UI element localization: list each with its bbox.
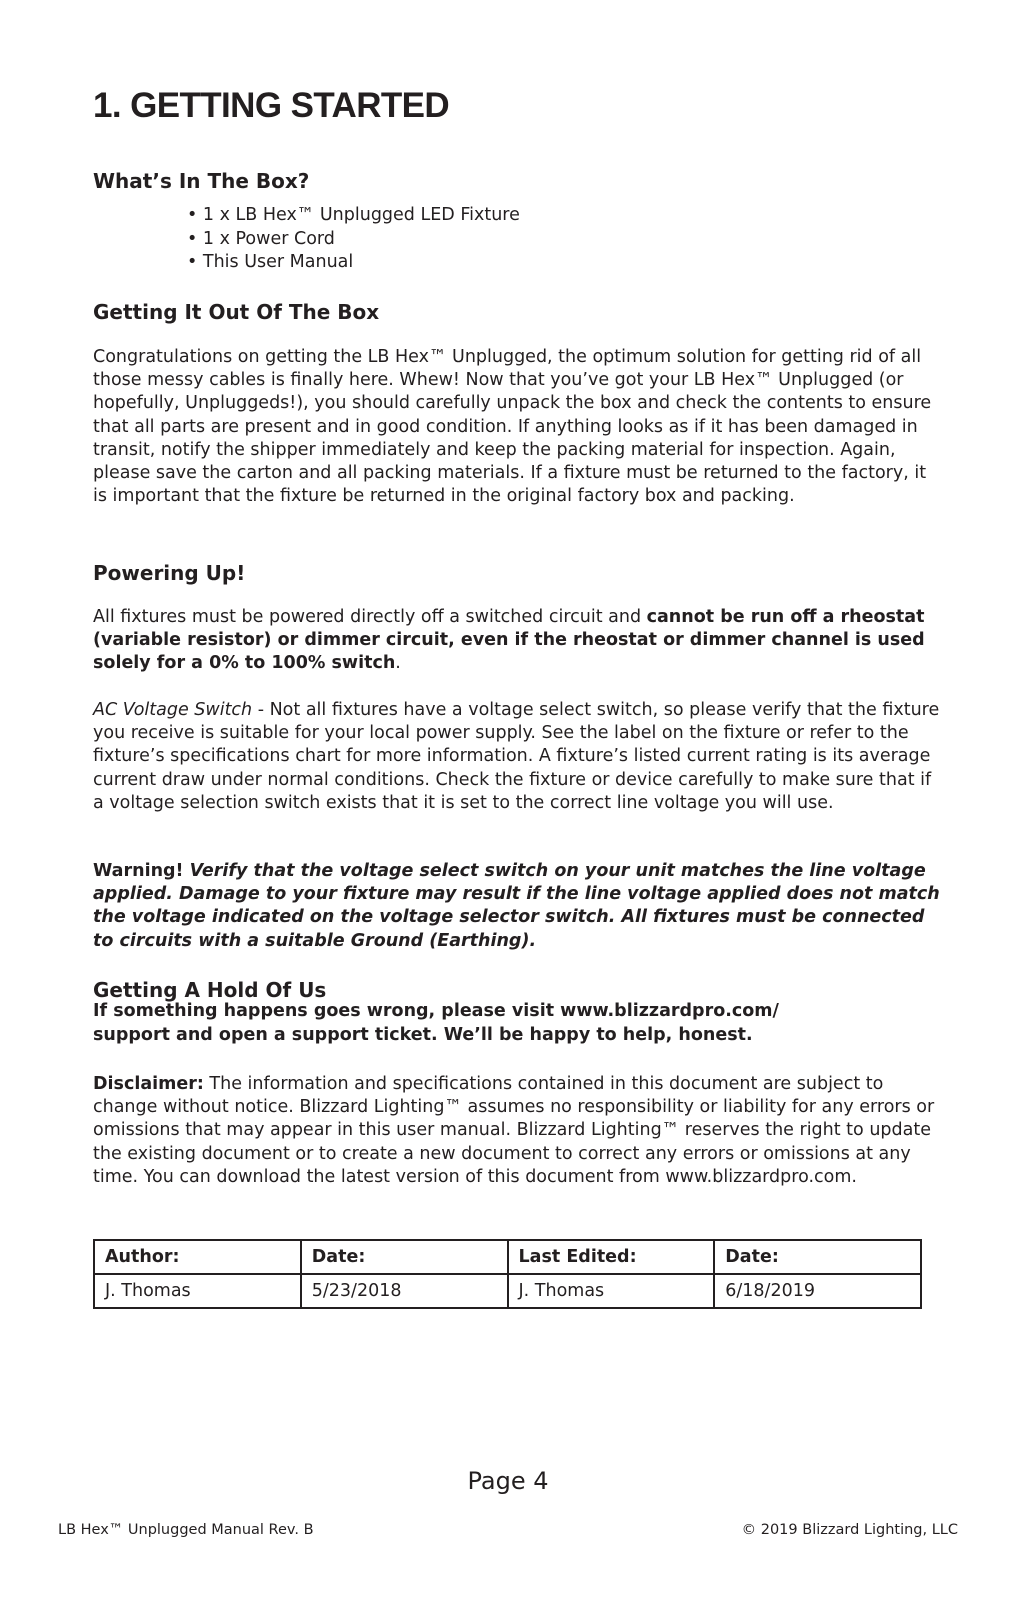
power-text: All fixtures must be powered directly off a switched circuit and <box>93 607 647 627</box>
power-paragraph <box>93 606 943 676</box>
table-header-cell: Date: <box>301 1240 508 1274</box>
footer-manual-title: LB Hex™ Unplugged Manual Rev. B <box>58 1522 314 1538</box>
warning-label: Warning! <box>93 861 184 881</box>
ac-voltage-label: AC Voltage Switch <box>93 700 253 720</box>
power-text-end: . <box>395 653 401 674</box>
box-contents-list <box>187 204 520 275</box>
support-line-2: support and open a support ticket. We’ll be happy to help, honest. <box>93 1024 753 1045</box>
box-contents-heading: What’s In The Box? <box>93 169 310 193</box>
table-cell: J. Thomas <box>508 1274 715 1308</box>
ac-voltage-paragraph <box>93 699 943 815</box>
support-line-1: If something happens goes wrong, please visit www.blizzardpro.com/ <box>93 1001 779 1021</box>
unpack-paragraph: Congratulations on getting the LB Hex™ Unplugged, the optimum solution for getting rid of all those messy cables is finally here. Whew! Now that you’ve got your LB Hex™ Unplugged (or hopefully, Unpluggeds!), you should carefully unpack the box and check the contents to ensure that all parts are present and in good condition. If anything looks as if it has been damaged in transit, notify the shipper immediately and keep the packing material for inspection. Again, please save the carton and all packing materials. If a fixture must be returned to the factory, it is important that the fixture be returned in the original factory box and packing. <box>93 347 932 507</box>
revision-table <box>93 1239 922 1309</box>
table-cell: 6/18/2019 <box>714 1274 921 1308</box>
table-cell: J. Thomas <box>94 1274 301 1308</box>
page-number: Page 4 <box>467 1467 549 1495</box>
table-cell: 5/23/2018 <box>301 1274 508 1308</box>
powering-up-heading: Powering Up! <box>93 561 246 585</box>
table-header-row <box>94 1240 921 1274</box>
page-title: 1. GETTING STARTED <box>93 86 450 125</box>
table-header-cell: Last Edited: <box>508 1240 715 1274</box>
warning-paragraph <box>93 860 943 953</box>
contact-heading: Getting A Hold Of Us <box>93 978 327 1002</box>
table-header-cell: Date: <box>714 1240 921 1274</box>
list-item: • 1 x LB Hex™ Unplugged LED Fixture <box>187 204 520 228</box>
support-notice <box>93 1000 943 1047</box>
warning-text: Verify that the voltage select switch on your unit matches the line voltage applied. Damage to your fixture may result if the line voltage applied does not match the voltage indicated on the voltage selector switch. All fixtures must be connected to circuits with a suitable Ground (Earthing). <box>93 861 940 951</box>
power-warning-bold: cannot be run off a rheostat (variable resistor) or dimmer circuit, even if the rheostat or dimmer channel is used solely for a 0% to 100% switch <box>93 607 925 674</box>
disclaimer-text: The information and specifications contained in this document are subject to change without notice. Blizzard Lighting™ assumes no responsibility or liability for any errors or omissions that may appear in this user manual. Blizzard Lighting™ reserves the right to update the existing document or to create a new document to correct any errors or omissions at any time. You can download the latest version of this document from www.blizzardpro.com. <box>93 1074 935 1187</box>
disclaimer-paragraph <box>93 1073 943 1189</box>
unpack-heading: Getting It Out Of The Box <box>93 300 380 324</box>
list-item: • 1 x Power Cord <box>187 228 520 252</box>
ac-voltage-text: - Not all fixtures have a voltage select switch, so please verify that the fixture you receive is suitable for your local power supply. See the label on the fixture or refer to the fixture’s specifications chart for more information. A fixture’s listed current rating is its average current draw under normal conditions. Check the fixture or device carefully to make sure that if a voltage selection switch exists that it is set to the correct line voltage you will use. <box>93 700 940 813</box>
disclaimer-label: Disclaimer: <box>93 1074 204 1094</box>
table-header-cell: Author: <box>94 1240 301 1274</box>
footer-copyright: © 2019 Blizzard Lighting, LLC <box>741 1522 958 1538</box>
list-item: • This User Manual <box>187 251 520 275</box>
table-row <box>94 1274 921 1308</box>
